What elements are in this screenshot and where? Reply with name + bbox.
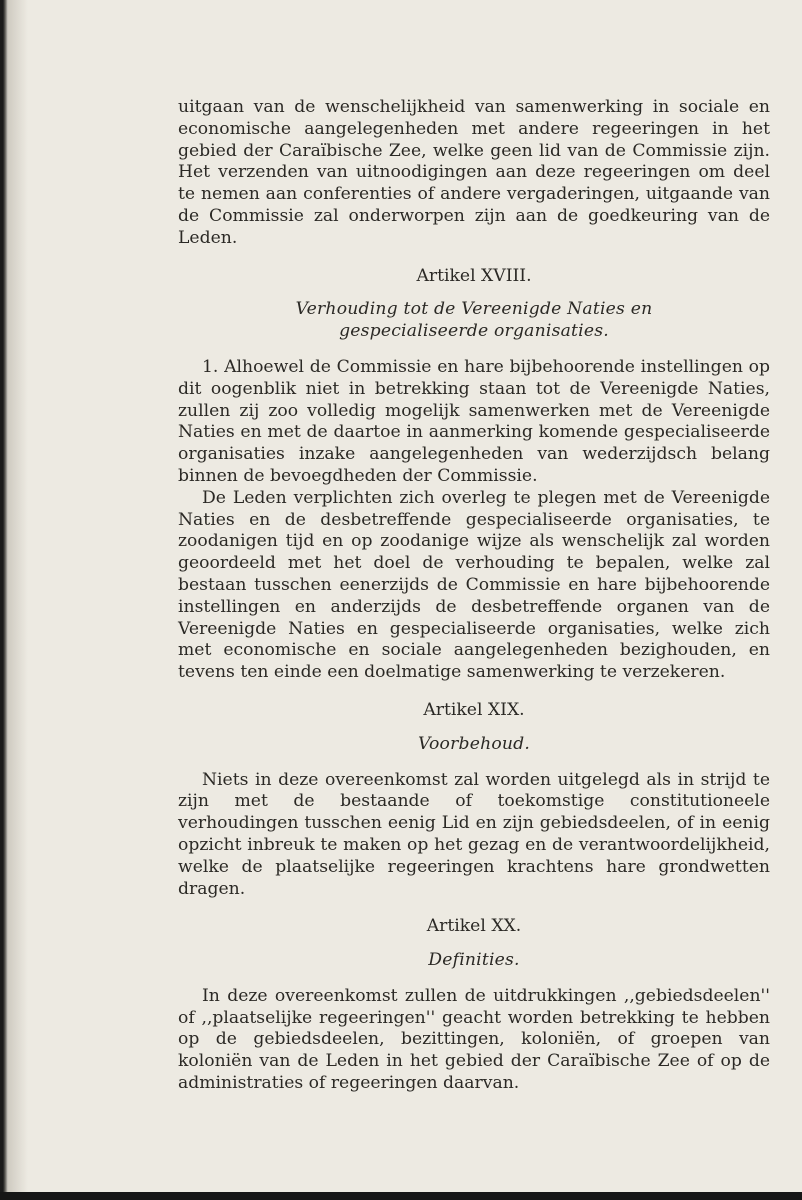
binding-edge: [0, 0, 8, 1200]
article-19-paragraph-1: Niets in deze overeenkomst zal worden uitgelegd als in strijd te zijn met de bestaande of toekomstige constitutioneele verhoudingen tusschen eenig Lid en zijn gebiedsdeelen, of in eenig opzicht inbreuk te maken op het gezag en de verantwoordelijkheid, welke de plaatselijke regeeringen krachtens hare grondwetten dragen.: [178, 769, 770, 899]
article-18-heading: Artikel XVIII.: [416, 265, 532, 286]
article-18-subtitle-line1: Verhouding tot de Vereenigde Naties en: [295, 299, 653, 320]
page-text: [178, 97, 770, 1095]
article-18-paragraph-1: 1. Alhoewel de Commissie en hare bijbehoorende instellingen op dit oogenblik niet in betrekking staan tot de Vereenigde Naties, zullen zij zoo volledig mogelijk samenwerken met de Vereenigde Naties en met de daartoe in aanmerking komende gespecialiseerde organisaties inzake aangelegenheden van wederzijdsch belang binnen de bevoegdheden der Commissie.: [178, 356, 770, 486]
article-20-heading: Artikel XX.: [426, 916, 522, 937]
article-20-subtitle: Definities.: [428, 950, 520, 971]
article-20-paragraph-1: In deze overeenkomst zullen de uitdrukkingen ,,gebiedsdeelen'' of ,,plaatselijke regeeringen'' geacht worden betrekking te hebben op de gebiedsdeelen, bezittingen, koloniën, of groepen van koloniën van de Leden in het gebied der Caraïbische Zee of op de administraties of regeeringen daarvan.: [178, 985, 770, 1094]
page-bottom-edge: [0, 1192, 802, 1200]
article-18-paragraph-2: De Leden verplichten zich overleg te plegen met de Vereenigde Naties en de desbetreffende gespecialiseerde organisaties, te zoodanigen tijd en op zoodanige wijze als wenschelijk zal worden geoordeeld met het doel de verhouding te bepalen, welke zal bestaan tusschen eenerzijds de Commissie en hare bijbehoorende instellingen en anderzijds de desbetreffende organen van de Vereenigde Naties en gespecialiseerde organisaties, welke zich met economische en sociale aangelegenheden bezighouden, en tevens ten einde een doelmatige samenwerking te verzekeren.: [178, 487, 770, 683]
article-18-subtitle-line2: gespecialiseerde organisaties.: [339, 321, 609, 342]
gutter-shadow: [8, 0, 28, 1200]
paragraph-intro: uitgaan van de wenschelijkheid van samenwerking in sociale en economische aangelegenheden met andere regeeringen in het gebied der Caraïbische Zee, welke geen lid van de Commissie zijn. Het verzenden van uitnoodigingen aan deze regeeringen om deel te nemen aan conferenties of andere vergaderingen, uitgaande van de Commissie zal onderworpen zijn aan de goedkeuring van de Leden.: [178, 97, 770, 248]
article-19-heading: Artikel XIX.: [423, 699, 525, 720]
article-19-subtitle: Voorbehoud.: [417, 733, 531, 754]
